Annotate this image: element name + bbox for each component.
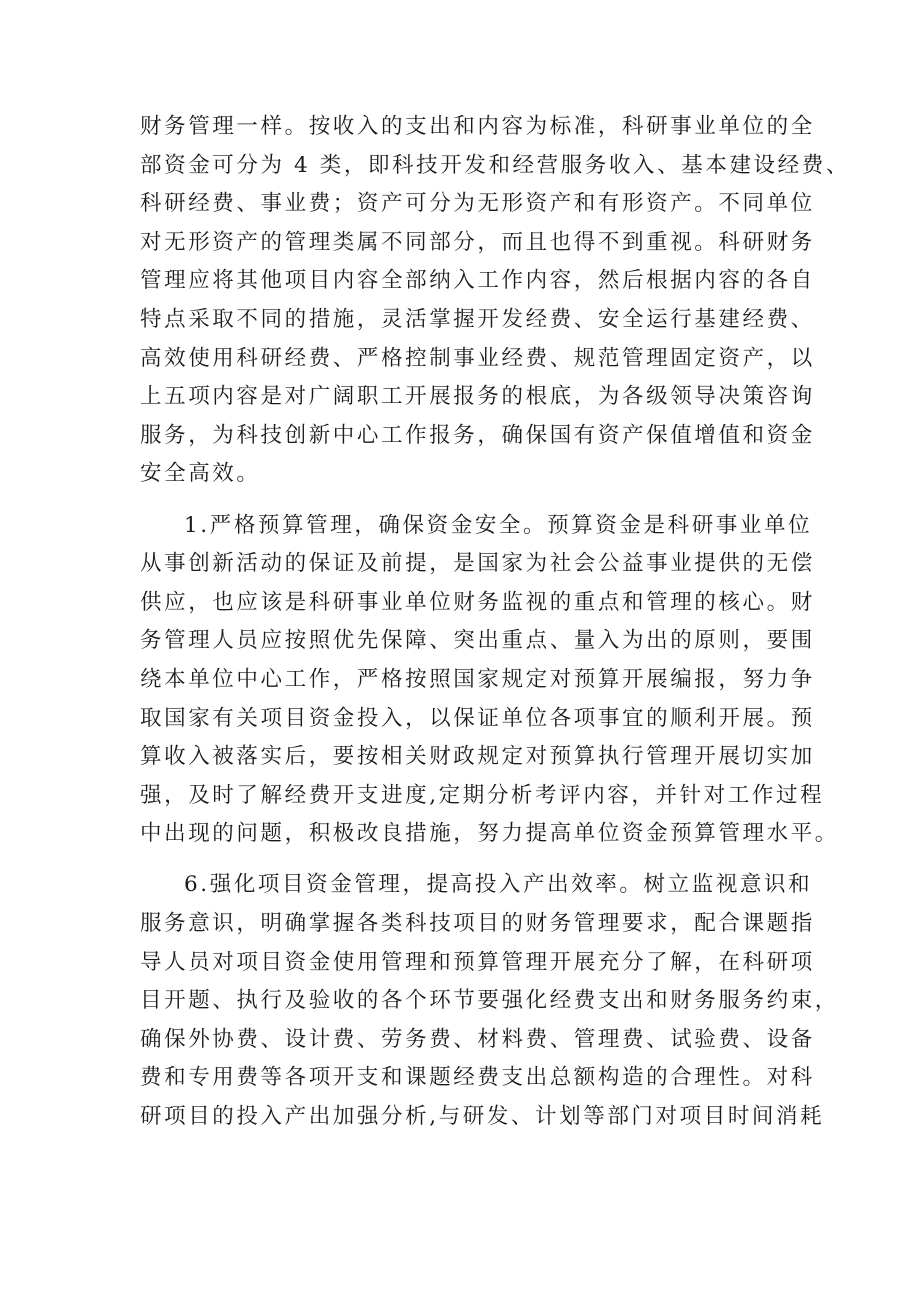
paragraph-item-6 [140,866,839,1136]
text-line: 服务，为科技创新中心工作报务，确保国有资产保值增值和资金 [140,422,815,448]
text-line: 目开题、执行及验收的各个环节要强化经费支出和财务服务约束， [140,988,839,1014]
text-line: 对无形资产的管理类属不同部分，而且也得不到重视。科研财务 [140,229,815,255]
paragraph-intro [140,108,850,494]
text-line: 1.严格预算管理，确保资金安全。预算资金是科研事业单位 [184,512,813,538]
text-line: 6.强化项目资金管理，提高投入产出效率。树立监视意识和 [184,872,813,898]
text-line: 研项目的投入产出加强分析,与研发、计划等部门对项目时间消耗 [140,1104,825,1130]
text-line: 算收入被落实后，要按相关财政规定对预算执行管理开展切实加 [140,744,815,770]
text-line: 科研经费、事业费；资产可分为无形资产和有形资产。不同单位 [140,191,815,217]
text-line: 服务意识，明确掌握各类科技项目的财务管理要求，配合课题指 [140,911,815,937]
text-line: 务管理人员应按照优先保障、突出重点、量入为出的原则，要围 [140,628,815,654]
text-line: 从事创新活动的保证及前提，是国家为社会公益事业提供的无偿 [140,551,815,577]
text-line: 管理应将其他项目内容全部纳入工作内容，然后根据内容的各自 [140,268,815,294]
text-line: 部资金可分为 4 类，即科技开发和经营服务收入、基本建设经费、 [140,152,850,178]
text-line: 上五项内容是对广阔职工开展报务的根底，为各级领导决策咨询 [140,384,815,410]
text-line: 供应，也应该是科研事业单位财务监视的重点和管理的核心。财 [140,589,815,615]
text-line: 高效使用科研经费、严格控制事业经费、规范管理固定资产，以 [140,345,815,371]
text-line: 费和专用费等各项开支和课题经费支出总额构造的合理性。对科 [140,1065,815,1091]
text-line: 确保外协费、设计费、劳务费、材料费、管理费、试验费、设备 [140,1026,815,1052]
text-line: 特点采取不同的措施，灵活掌握开发经费、安全运行基建经费、 [140,306,815,332]
paragraph-item-1 [140,507,839,854]
text-line: 安全高效。 [140,461,261,487]
text-line: 财务管理一样。按收入的支出和内容为标准，科研事业单位的全 [140,114,815,139]
text-line: 强，及时了解经费开支进度,定期分析考评内容，并针对工作过程 [140,782,825,808]
text-line: 绕本单位中心工作，严格按照国家规定对预算开展编报，努力争 [140,666,815,692]
text-line: 中出现的问题，积极改良措施，努力提高单位资金预算管理水平。 [140,821,839,847]
text-line: 取国家有关项目资金投入，以保证单位各项事宜的顺利开展。预 [140,705,815,731]
document-body [140,108,850,1137]
text-line: 导人员对项目资金使用管理和预算管理开展充分了解，在科研项 [140,949,815,975]
